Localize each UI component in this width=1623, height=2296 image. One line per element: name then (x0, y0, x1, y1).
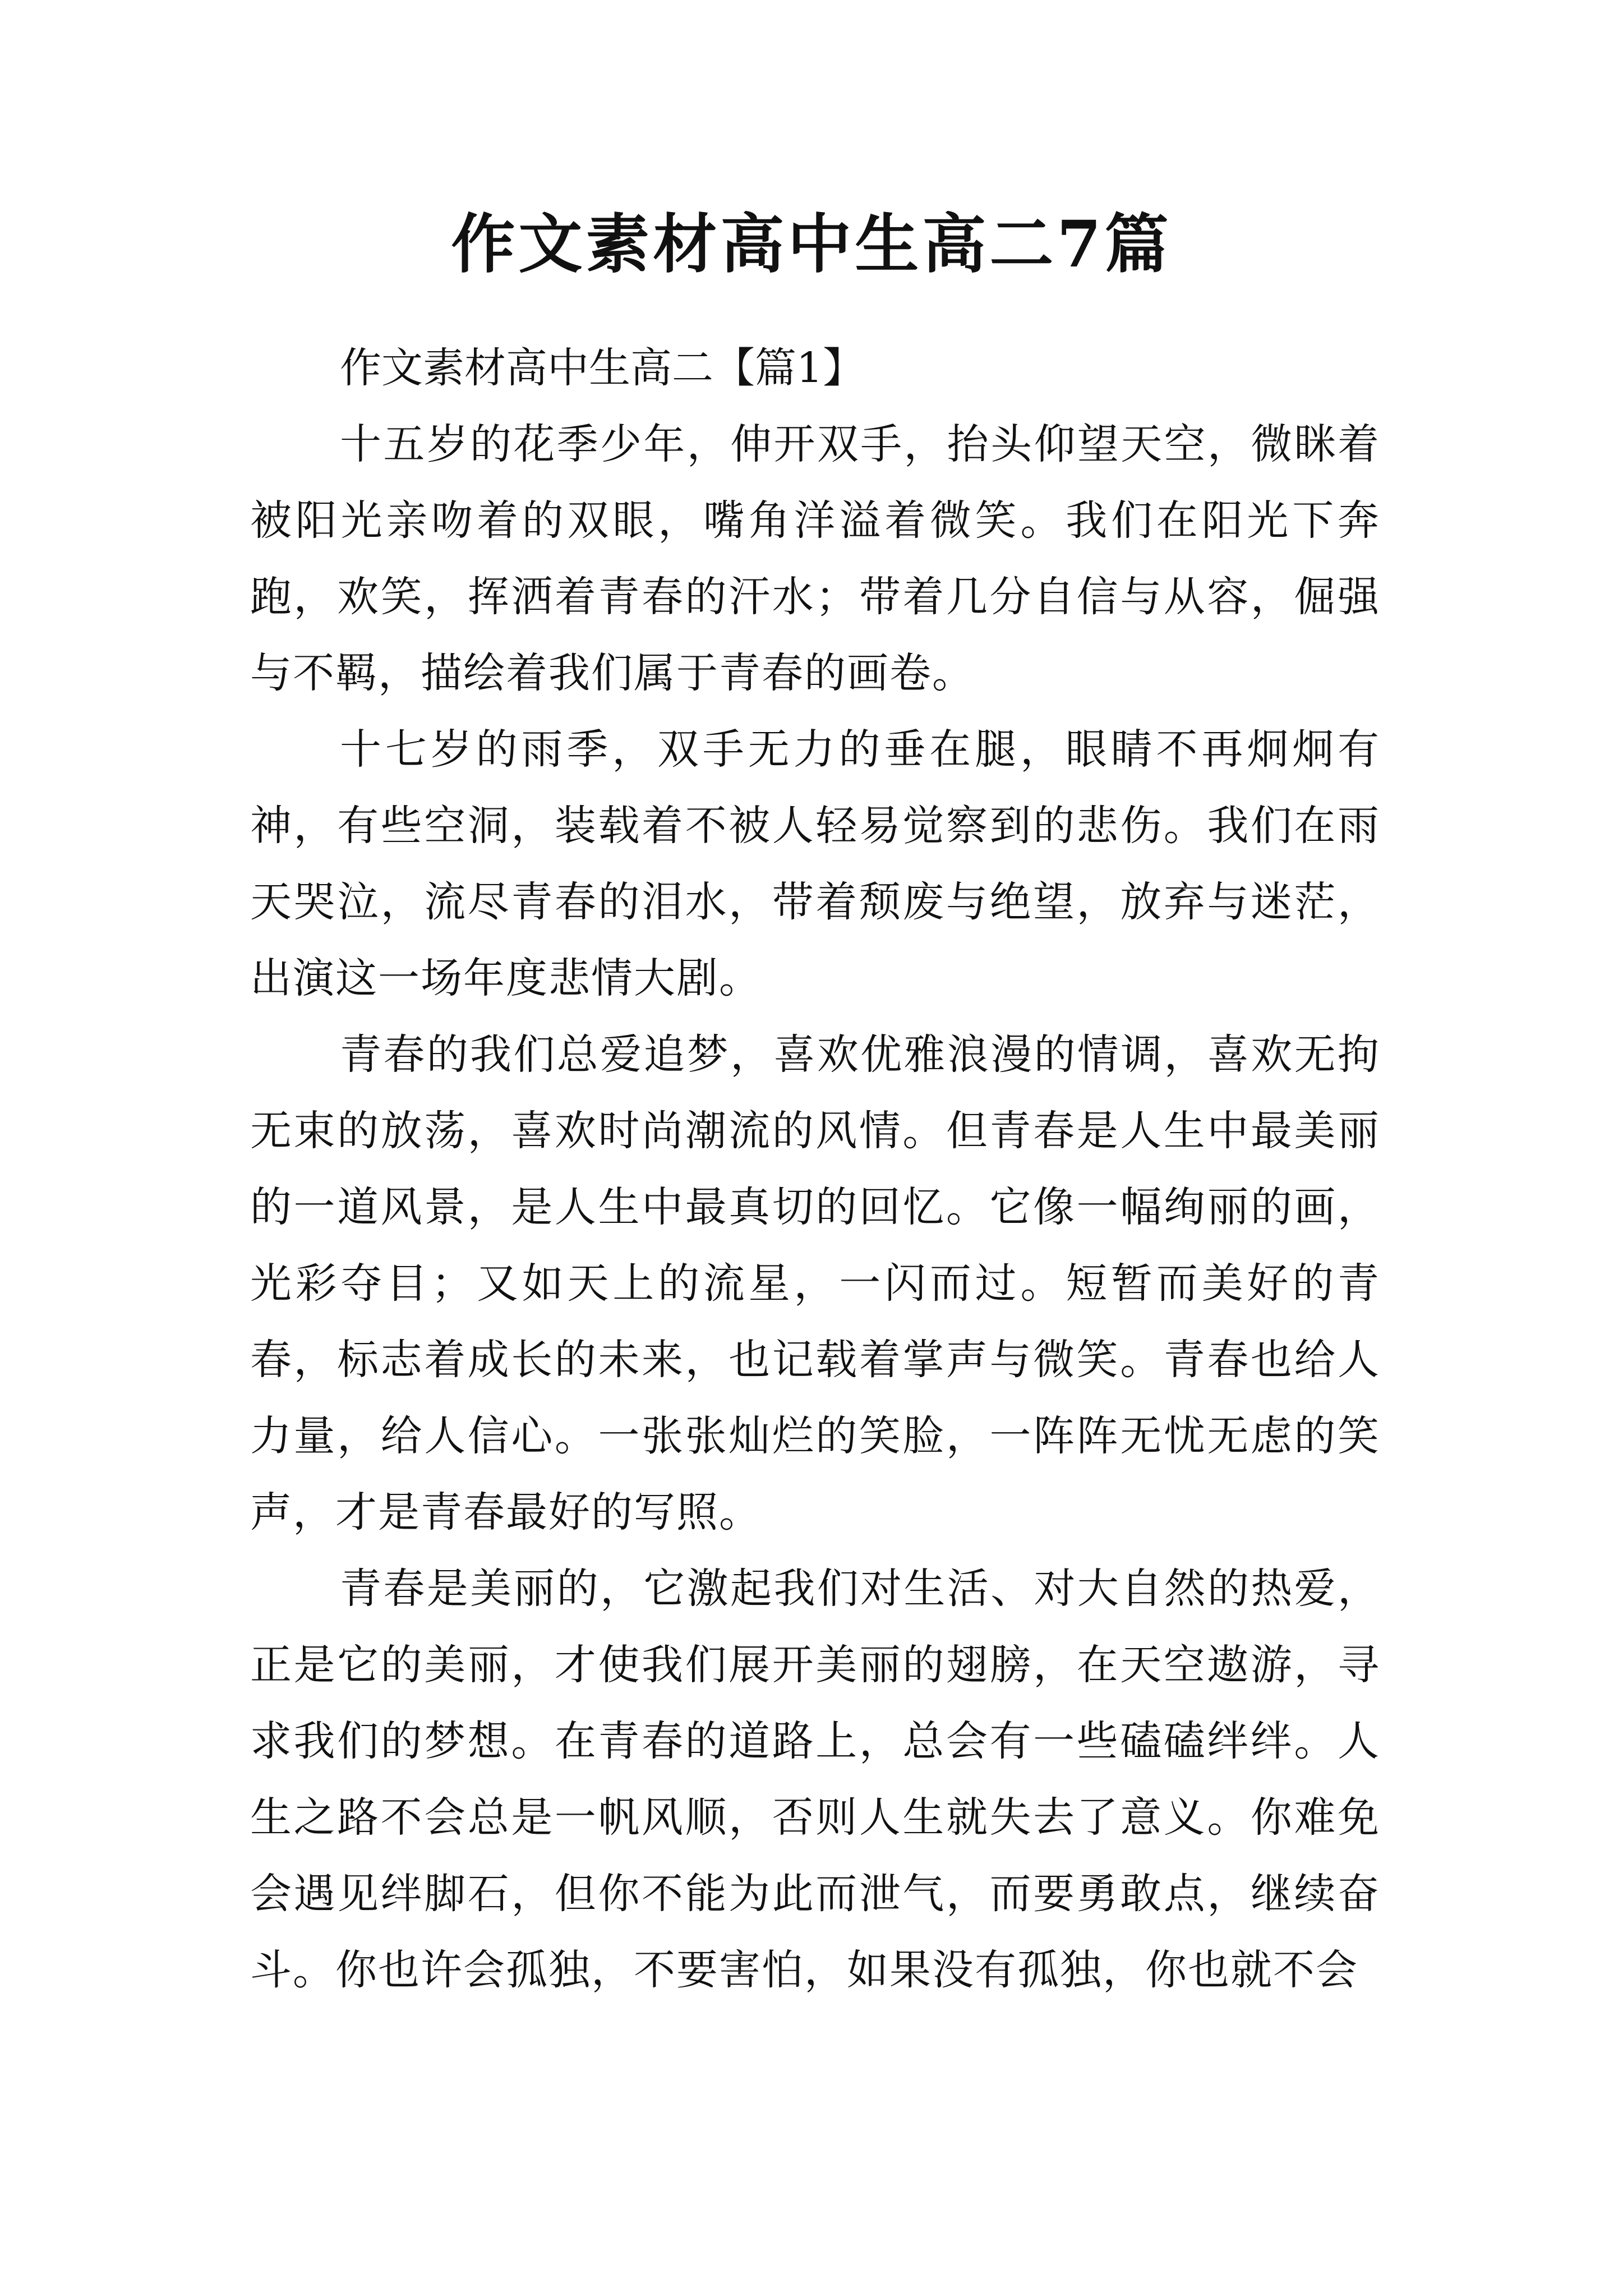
paragraph: 青春是美丽的，它激起我们对生活、对大自然的热爱，正是它的美丽，才使我们展开美丽的翅膀，在天空遨游，寻求我们的梦想。在青春的道路上，总会有一些磕磕绊绊。人生之路不会总是一帆风顺，否则人生就失去了意义。你难免会遇见绊脚石，但你不能为此而泄气，而要勇敢点，继续奋斗。你也许会孤独，不要害怕，如果没有孤独，你也就不会 (250, 1565, 1380, 1994)
document-body (250, 330, 1380, 2008)
paragraph: 青春的我们总爱追梦，喜欢优雅浪漫的情调，喜欢无拘无束的放荡，喜欢时尚潮流的风情。但青春是人生中最美丽的一道风景，是人生中最真切的回忆。它像一幅绚丽的画，光彩夺目；又如天上的流星，一闪而过。短暂而美好的青春，标志着成长的未来，也记载着掌声与微笑。青春也给人力量，给人信心。一张张灿烂的笑脸，一阵阵无忧无虑的笑声，才是青春最好的写照。 (250, 1030, 1380, 1536)
section-heading: 作文素材高中生高二【篇1】 (340, 344, 865, 392)
paragraph: 十七岁的雨季，双手无力的垂在腿，眼睛不再炯炯有神，有些空洞，装载着不被人轻易觉察到的悲伤。我们在雨天哭泣，流尽青春的泪水，带着颓废与绝望，放弃与迷茫，出演这一场年度悲情大剧。 (250, 725, 1380, 1002)
paragraph: 十五岁的花季少年，伸开双手，抬头仰望天空，微眯着被阳光亲吻着的双眼，嘴角洋溢着微笑。我们在阳光下奔跑，欢笑，挥洒着青春的汗水；带着几分自信与从容，倔强与不羁，描绘着我们属于青春的画卷。 (250, 420, 1380, 697)
document-title: 作文素材高中生高二7篇 (451, 206, 1172, 282)
